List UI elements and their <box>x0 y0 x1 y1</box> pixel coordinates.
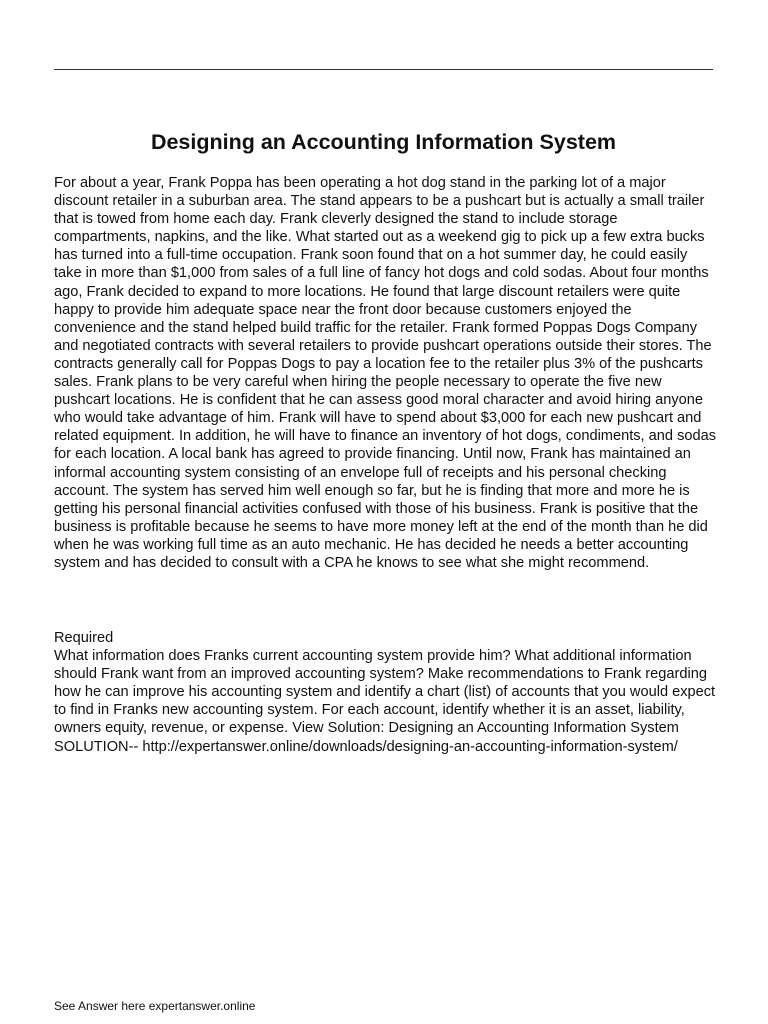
required-section <box>54 629 716 756</box>
required-text: What information does Franks current accounting system provide him? What additional information should Frank want from an improved accounting system? Make recommendations to Frank regarding how he can improve his accounting system and identify a chart (list) of accounts that you would expect to find in Franks new accounting system. For each account, identify whether it is an asset, liability, owners equity, revenue, or expense. View Solution: Designing an Accounting Information System <box>54 648 716 737</box>
solution-link[interactable]: SOLUTION-- http://expertanswer.online/downloads/designing-an-accounting-information-system/ <box>54 738 678 755</box>
required-heading: Required <box>54 630 114 646</box>
header-rule <box>54 69 713 70</box>
body-section <box>54 174 716 572</box>
document-title: Designing an Accounting Information System <box>150 130 617 154</box>
page-footer: See Answer here expertanswer.online <box>54 999 256 1013</box>
body-paragraph: For about a year, Frank Poppa has been operating a hot dog stand in the parking lot of a major discount retailer in a suburban area. The stand appears to be a pushcart but is actually a small trailer that is towed from home each day. Frank cleverly designed the stand to include storage compartments, napkins, and the like. What started out as a weekend gig to pick up a few extra bucks has turned into a full-time occupation. Frank soon found that on a hot summer day, he could easily take in more than $1,000 from sales of a full line of fancy hot dogs and cold sodas. About four months ago, Frank decided to expand to more locations. He found that large discount retailers were quite happy to provide him adequate space near the front door because customers enjoyed the convenience and the stand helped build traffic for the retailer. Frank formed Poppas Dogs Company and negotiated contracts with several retailers to provide pushcart operations outside their stores. The contracts generally call for Poppas Dogs to pay a location fee to the retailer plus 3% of the pushcarts sales. Frank plans to be very careful when hiring the people necessary to operate the five new pushcart locations. He is confident that he can assess good moral character and avoid hiring anyone who would take advantage of him. Frank will have to spend about $3,000 for each new pushcart and related equipment. In addition, he will have to finance an inventory of hot dogs, condiments, and sodas for each location. A local bank has agreed to provide financing. Until now, Frank has maintained an informal accounting system consisting of an envelope full of receipts and his personal checking account. The system has served him well enough so far, but he is finding that more and more he is getting his personal financial activities confused with those of his business. Frank is positive that the business is profitable because he seems to have more money left at the end of the month than he did when he was working full time as an auto mechanic. He has decided he needs a better accounting system and has decided to consult with a CPA he knows to see what she might recommend. <box>54 175 717 571</box>
